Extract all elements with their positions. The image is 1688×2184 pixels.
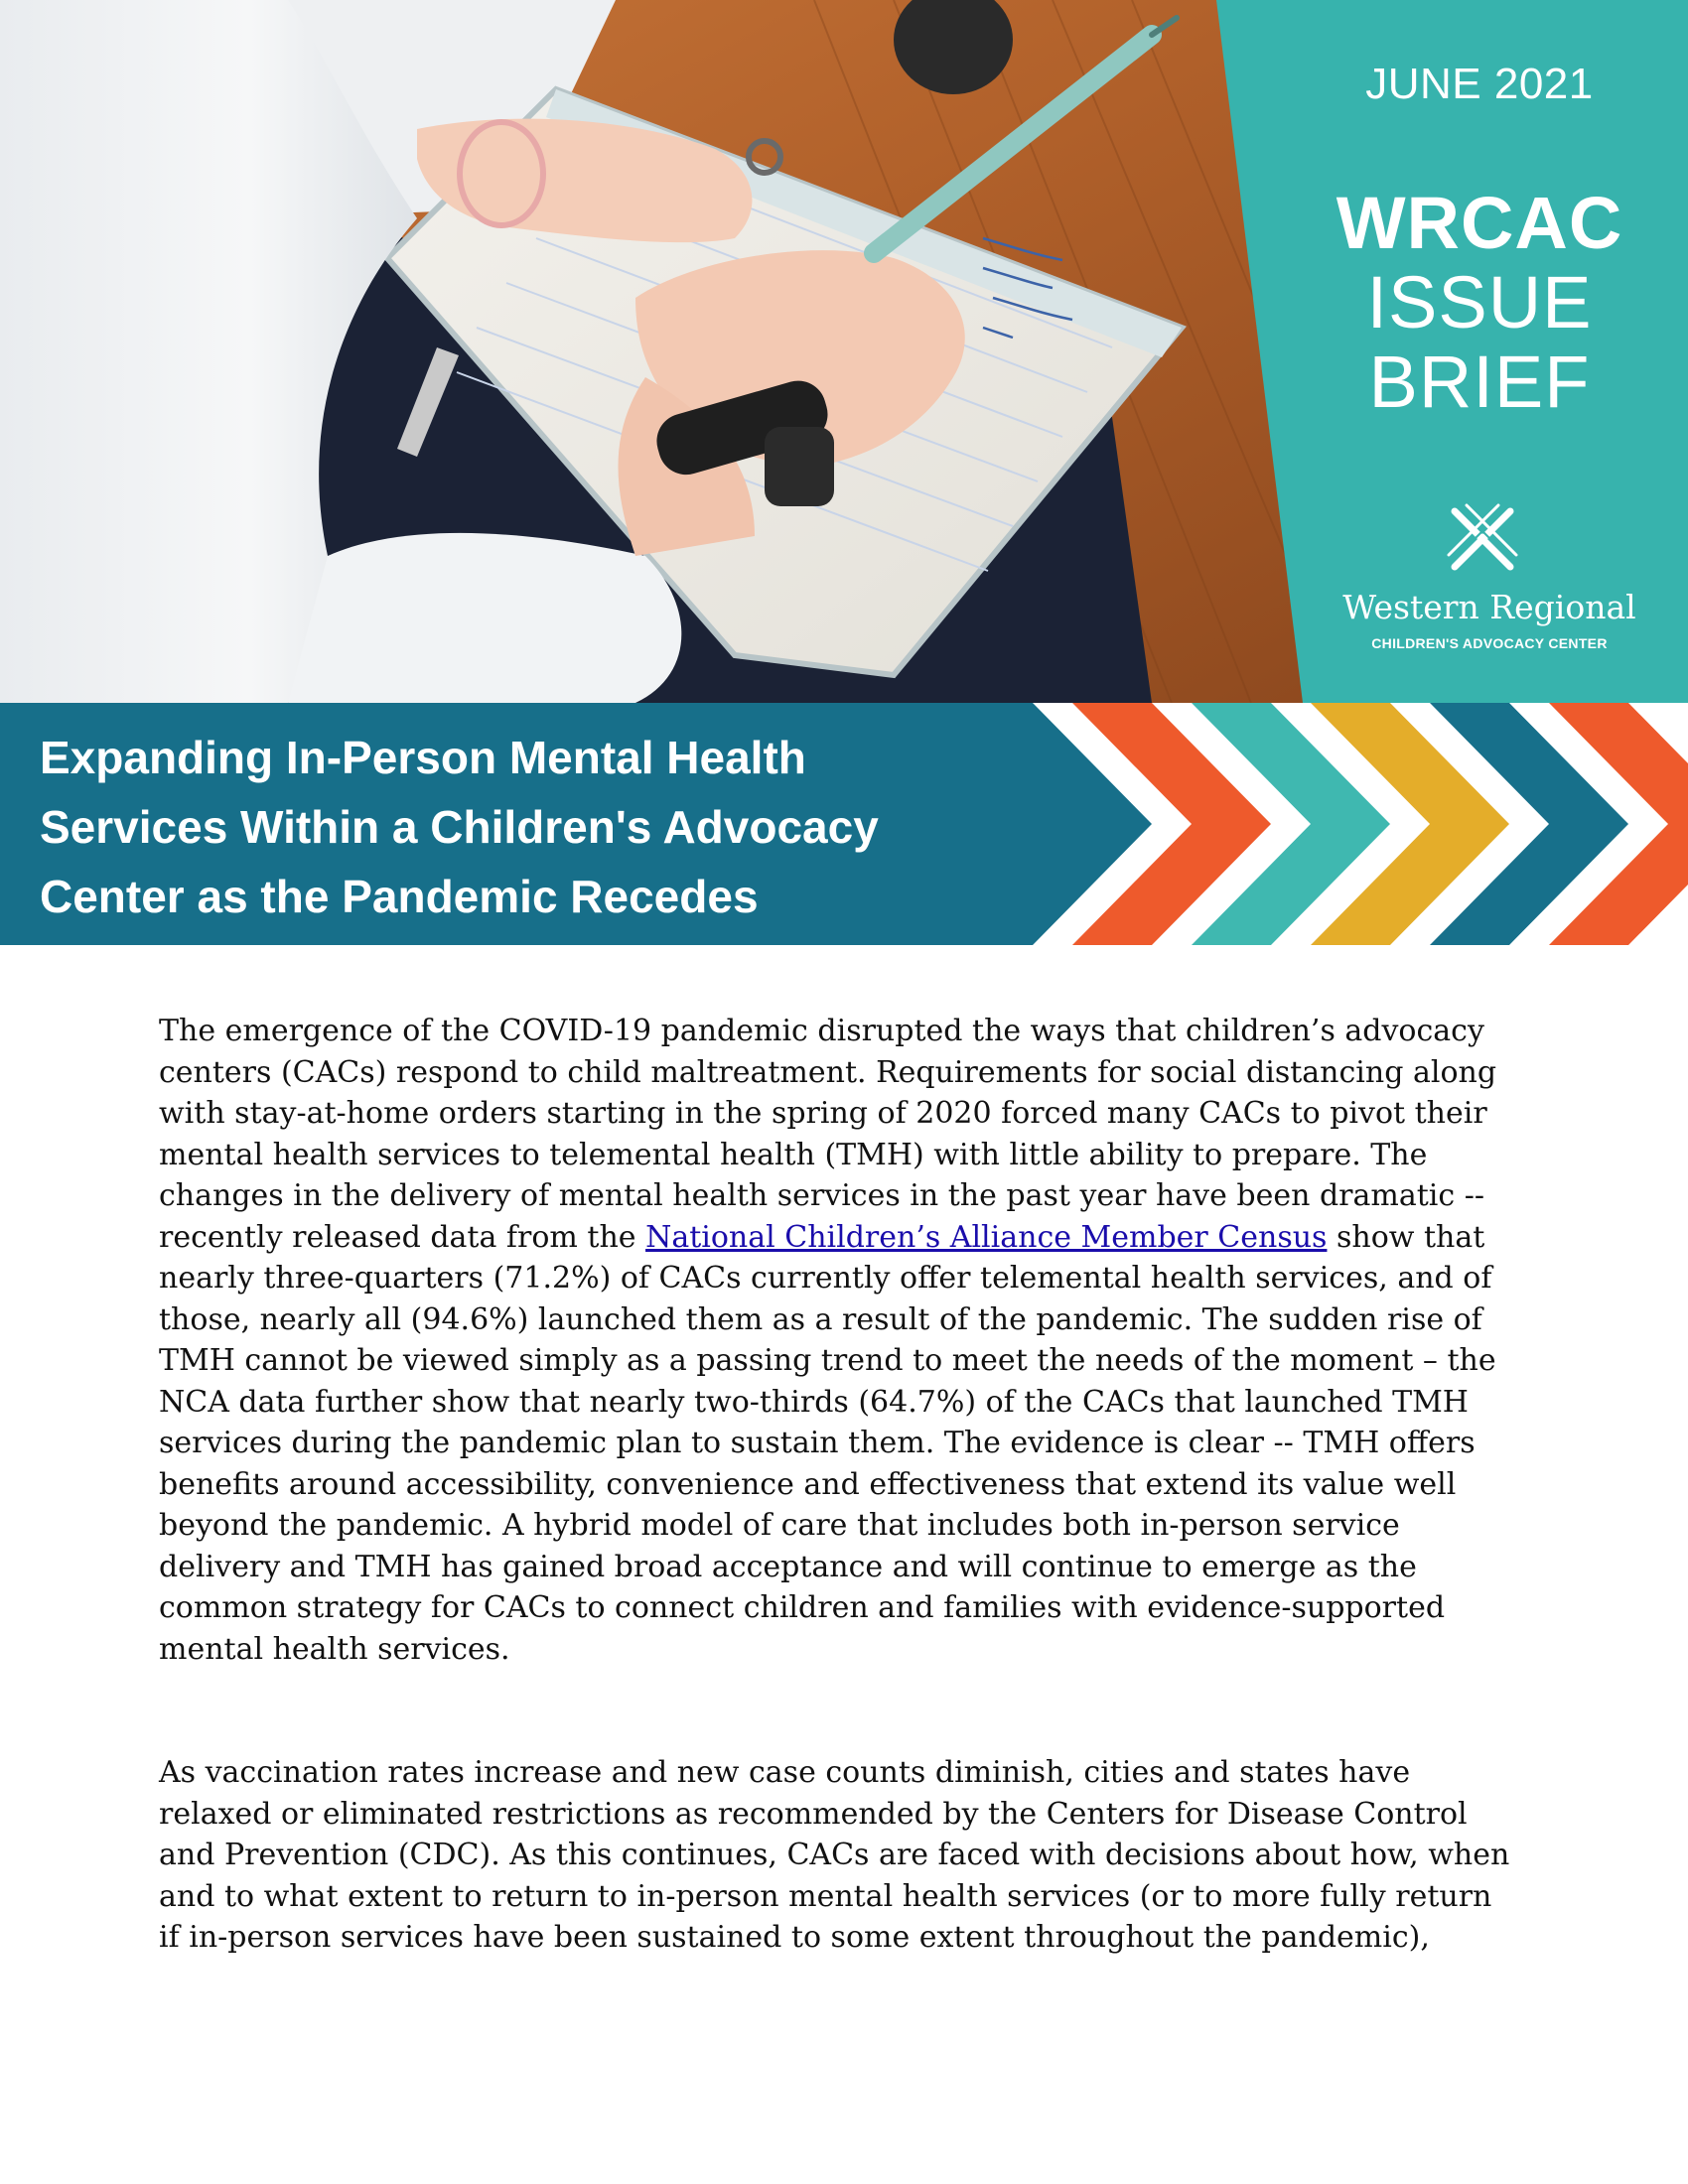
p1-line: benefits around accessibility, convenience and effectiveness that extend its value well — [159, 1466, 1457, 1502]
p1-line: delivery and TMH has gained broad acceptance and will continue to emerge as the — [159, 1549, 1417, 1584]
p1-link-prefix: recently released data from the — [159, 1219, 646, 1255]
p2-line: if in-person services have been sustained to some extent throughout the pandemic), — [159, 1920, 1430, 1955]
body-text — [159, 1011, 1529, 1959]
p1-line: common strategy for CACs to connect children and families with evidence-supported — [159, 1590, 1446, 1625]
p1-line: with stay-at-home orders starting in the spring of 2020 forced many CACs to pivot their — [159, 1096, 1487, 1131]
p1-line: centers (CACs) respond to child maltreatment. Requirements for social distancing along — [159, 1054, 1497, 1090]
p1-line: TMH cannot be viewed simply as a passing trend to meet the needs of the moment – the — [159, 1343, 1496, 1378]
nca-member-census-link[interactable]: National Children’s Alliance Member Census — [645, 1219, 1328, 1255]
p1-line: nearly three-quarters (71.2%) of CACs currently offer telemental health services, and of — [159, 1261, 1492, 1296]
brief-title-line3: BRIEF — [1368, 341, 1591, 423]
p1-line: mental health services to telemental health (TMH) with little ability to prepare. The — [159, 1137, 1428, 1172]
p1-line-with-link — [159, 1217, 1529, 1259]
banner-title-line3: Center as the Pandemic Recedes — [40, 871, 759, 922]
org-name: Western Regional — [1342, 588, 1636, 626]
p1-line: mental health services. — [159, 1631, 510, 1667]
header-photo — [0, 0, 1303, 703]
p2-line: As vaccination rates increase and new case counts diminish, cities and states have — [159, 1755, 1411, 1790]
paragraph-2 — [159, 1752, 1529, 1959]
paragraph-1 — [159, 1011, 1529, 1670]
wrcac-x-logo-icon — [1445, 501, 1520, 577]
person-writing-in-notebook-photo — [0, 0, 1303, 703]
p1-line: services during the pandemic plan to sustain them. The evidence is clear -- TMH offers — [159, 1426, 1476, 1460]
banner-title — [40, 723, 1053, 931]
banner-title-line1: Expanding In-Person Mental Health — [40, 732, 806, 783]
brief-title-line1: WRCAC — [1336, 182, 1623, 264]
p1-link-suffix: show that — [1327, 1219, 1485, 1255]
banner-title-line2: Services Within a Children's Advocacy — [40, 801, 879, 853]
paragraph-spacer — [159, 1670, 1529, 1752]
brief-title-line2: ISSUE — [1366, 261, 1593, 343]
issue-date: JUNE 2021 — [1365, 60, 1594, 108]
p1-line: NCA data further show that nearly two-thirds (64.7%) of the CACs that launched TMH — [159, 1384, 1469, 1420]
p1-line: The emergence of the COVID-19 pandemic disrupted the ways that children’s advocacy — [159, 1014, 1484, 1048]
p2-line: and Prevention (CDC). As this continues, CACs are faced with decisions about how, when — [159, 1838, 1510, 1872]
p1-line: those, nearly all (94.6%) launched them as a result of the pandemic. The sudden rise of — [159, 1301, 1482, 1337]
title-banner — [0, 703, 1688, 945]
p1-line: beyond the pandemic. A hybrid model of care that includes both in-person service — [159, 1508, 1400, 1543]
p2-line: and to what extent to return to in-person mental health services (or to more fully return — [159, 1878, 1492, 1914]
brief-title — [1281, 184, 1678, 422]
org-subname: CHILDREN'S ADVOCACY CENTER — [1371, 635, 1608, 651]
p1-line: changes in the delivery of mental health services in the past year have been dramatic -- — [159, 1178, 1484, 1213]
p2-line: relaxed or eliminated restrictions as recommended by the Centers for Disease Control — [159, 1796, 1468, 1832]
